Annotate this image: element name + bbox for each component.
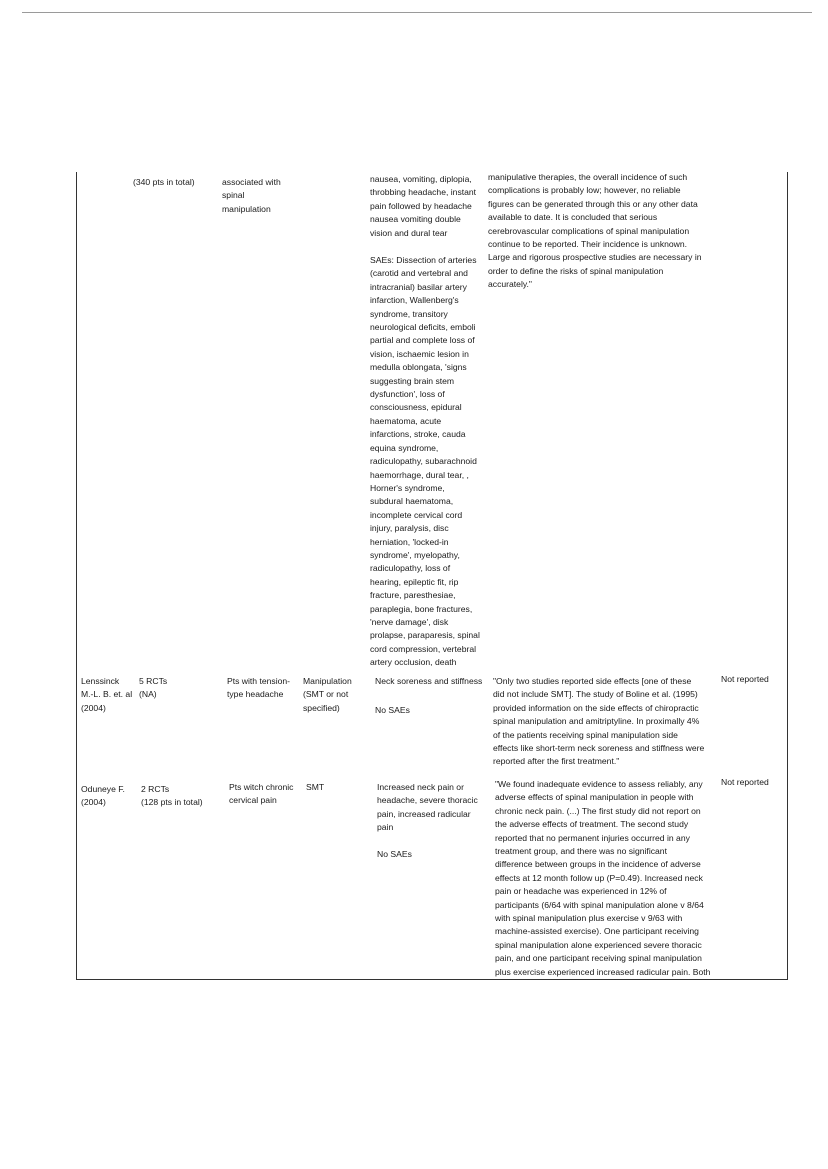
reporting-cell: Not reported	[721, 777, 769, 787]
population-cell: Pts with tension- type headache	[227, 676, 291, 700]
trials-cell: 2 RCTs (128 pts in total)	[141, 784, 203, 808]
author-cell: Lenssinck M.-L. B. et. al (2004)	[81, 676, 133, 713]
author-cell: Oduneye F. (2004)	[81, 784, 125, 808]
conclusion-cell: "Only two studies reported side effects [one of these did not include SMT]. The study of Boline et al. (1995) provided information on the side effects of chiropractic spinal manipulation and amitriptyline. In proximally 4% of the patients receiving spinal manipulation side effects like short-term neck soreness and stiffness were reported after the first treatment."	[493, 676, 705, 767]
adverse-events-cell: nausea, vomiting, diplopia, throbbing headache, instant pain followed by headache nausea vomiting double vision and dural tear	[370, 174, 477, 238]
reporting-cell: Not reported	[721, 674, 769, 684]
evidence-table	[76, 172, 788, 980]
trials-cell: (340 pts in total)	[133, 177, 195, 187]
conclusion-cell: "We found inadequate evidence to assess reliably, any adverse effects of spinal manipulation in people with chronic neck pain. (...) The first study did not report on the adverse effects of treatment. The second study reported that no permanent injuries occurred in any treatment group, and there was no significant difference between groups in the incidence of adverse effects at 12 month follow up (P=0.49). Increased neck pain or headache was experienced in 12% of participants (6/64 with spinal manipulation alone v 8/64 with spinal manipulation plus exercise v 9/63 with machine-assisted exercise). One participant receiving spinal manipulation alone experienced severe thoracic pain, and one participant receiving spinal manipulation plus exercise experienced increased radicular pain. Both	[495, 779, 711, 977]
adverse-events-cell: Neck soreness and stiffness	[375, 676, 483, 686]
header-rule	[22, 12, 812, 13]
population-cell: Pts witch chronic cervical pain	[229, 782, 294, 806]
intervention-cell: Manipulation (SMT or not specified)	[303, 676, 352, 713]
saes-cell: SAEs: Dissection of arteries (carotid and vertebral and intracranial) basilar artery infarction, Wallenberg's syndrome, transitory neurological deficits, emboli partial and complete loss of vision, ischaemic lesion in medulla oblongata, 'signs suggesting brain stem dysfunction', loss of consciousness, epidural haematoma, acute infarctions, stroke, cauda equina syndrome, radiculopathy, subarachnoid haemorrhage, dural tear, , Horner's syndrome, subdural haematoma, incomplete cervical cord injury, paralysis, disc herniation, 'locked-in syndrome', myelopathy, radiculopathy, loss of hearing, epileptic fit, rip fracture, paresthesiae, paraplegia, bone fractures, 'nerve damage', disk prolapse, paraparesis, spinal cord compression, vertebral artery occlusion, death	[370, 255, 480, 668]
intervention-cell: SMT	[306, 782, 325, 792]
saes-cell: No SAEs	[377, 849, 412, 859]
conclusion-cell: manipulative therapies, the overall incidence of such complications is probably low; however, no reliable figures can be generated through this or any other data available to date. It is concluded that serious cerebrovascular complications of spinal manipulation continue to be reported. Their incidence is unknown. Large and rigorous prospective studies are necessary in order to define the risks of spinal manipulation accurately."	[488, 172, 702, 290]
population-cell: associated with spinal manipulation	[222, 177, 281, 214]
saes-cell: No SAEs	[375, 705, 410, 715]
trials-cell: 5 RCTs (NA)	[139, 676, 168, 700]
adverse-events-cell: Increased neck pain or headache, severe thoracic pain, increased radicular pain	[377, 782, 478, 833]
